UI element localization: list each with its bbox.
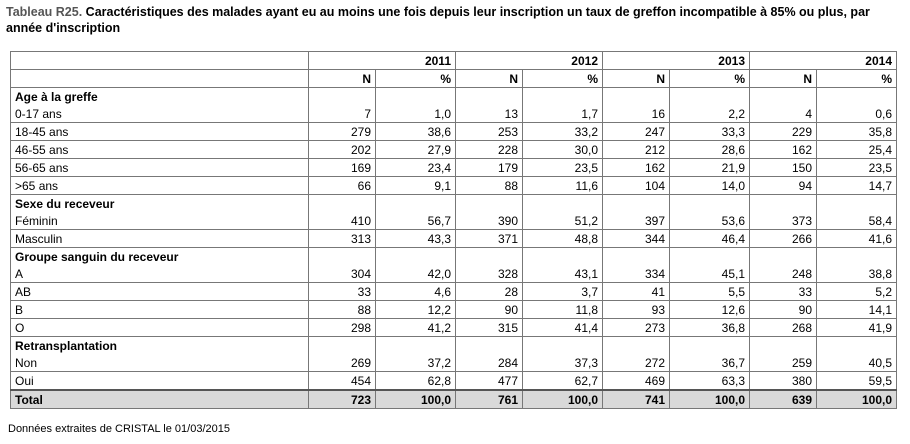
row-label: Féminin (11, 212, 309, 230)
count-cell: 94 (750, 177, 817, 195)
col-n-header: N (309, 70, 376, 88)
total-label: Total (11, 390, 309, 409)
col-n-header: N (603, 70, 670, 88)
row-label: >65 ans (11, 177, 309, 195)
empty-cell (523, 337, 603, 355)
empty-cell (817, 248, 897, 266)
percent-cell: 30,0 (523, 141, 603, 159)
count-cell: 373 (750, 212, 817, 230)
row-label: 0-17 ans (11, 105, 309, 123)
count-cell: 266 (750, 230, 817, 248)
percent-cell: 43,1 (523, 265, 603, 283)
col-pct-header: % (670, 70, 750, 88)
year-header: 2013 (603, 52, 750, 70)
percent-cell: 38,8 (817, 265, 897, 283)
count-cell: 259 (750, 354, 817, 372)
count-cell: 410 (309, 212, 376, 230)
percent-cell: 14,0 (670, 177, 750, 195)
count-cell: 269 (309, 354, 376, 372)
row-label: AB (11, 283, 309, 301)
count-cell: 454 (309, 372, 376, 391)
empty-cell (750, 88, 817, 106)
count-cell: 390 (456, 212, 523, 230)
table-title (6, 4, 902, 36)
table-number: Tableau R25. (6, 5, 83, 19)
empty-cell (376, 337, 456, 355)
percent-cell: 38,6 (376, 123, 456, 141)
count-cell: 212 (603, 141, 670, 159)
percent-cell: 41,2 (376, 319, 456, 337)
col-n-header: N (750, 70, 817, 88)
year-header-row (11, 52, 897, 70)
count-cell: 90 (750, 301, 817, 319)
empty-cell (456, 195, 523, 213)
empty-cell (309, 88, 376, 106)
total-row (11, 390, 897, 409)
row-label: A (11, 265, 309, 283)
section-heading-row (11, 195, 897, 213)
percent-cell: 33,2 (523, 123, 603, 141)
percent-cell: 43,3 (376, 230, 456, 248)
percent-cell: 36,8 (670, 319, 750, 337)
col-pct-header: % (376, 70, 456, 88)
percent-cell: 35,8 (817, 123, 897, 141)
empty-cell (523, 195, 603, 213)
table-row (11, 212, 897, 230)
percent-cell: 23,5 (523, 159, 603, 177)
percent-cell: 14,7 (817, 177, 897, 195)
header-blank (11, 52, 309, 70)
row-label: Non (11, 354, 309, 372)
count-cell: 16 (603, 105, 670, 123)
year-header: 2014 (750, 52, 897, 70)
percent-cell: 12,2 (376, 301, 456, 319)
percent-cell: 45,1 (670, 265, 750, 283)
total-percent-cell: 100,0 (670, 390, 750, 409)
section-heading: Groupe sanguin du receveur (11, 248, 309, 266)
percent-cell: 1,0 (376, 105, 456, 123)
empty-cell (817, 337, 897, 355)
count-cell: 380 (750, 372, 817, 391)
percent-cell: 0,6 (817, 105, 897, 123)
section-heading: Age à la greffe (11, 88, 309, 106)
empty-cell (309, 195, 376, 213)
empty-cell (523, 88, 603, 106)
percent-cell: 33,3 (670, 123, 750, 141)
count-cell: 328 (456, 265, 523, 283)
percent-cell: 53,6 (670, 212, 750, 230)
total-count-cell: 723 (309, 390, 376, 409)
percent-cell: 28,6 (670, 141, 750, 159)
percent-cell: 3,7 (523, 283, 603, 301)
percent-cell: 23,4 (376, 159, 456, 177)
count-cell: 477 (456, 372, 523, 391)
count-cell: 162 (603, 159, 670, 177)
empty-cell (750, 248, 817, 266)
count-cell: 28 (456, 283, 523, 301)
col-n-header: N (456, 70, 523, 88)
table-row (11, 301, 897, 319)
empty-cell (603, 195, 670, 213)
percent-cell: 11,6 (523, 177, 603, 195)
count-cell: 248 (750, 265, 817, 283)
count-cell: 284 (456, 354, 523, 372)
percent-cell: 2,2 (670, 105, 750, 123)
empty-cell (376, 248, 456, 266)
count-cell: 41 (603, 283, 670, 301)
count-cell: 229 (750, 123, 817, 141)
total-percent-cell: 100,0 (523, 390, 603, 409)
count-cell: 93 (603, 301, 670, 319)
empty-cell (523, 248, 603, 266)
percent-cell: 40,5 (817, 354, 897, 372)
count-cell: 344 (603, 230, 670, 248)
percent-cell: 36,7 (670, 354, 750, 372)
empty-cell (309, 248, 376, 266)
empty-cell (376, 195, 456, 213)
col-pct-header: % (817, 70, 897, 88)
percent-cell: 11,8 (523, 301, 603, 319)
count-cell: 33 (750, 283, 817, 301)
empty-cell (603, 337, 670, 355)
percent-cell: 5,2 (817, 283, 897, 301)
percent-cell: 51,2 (523, 212, 603, 230)
percent-cell: 27,9 (376, 141, 456, 159)
count-cell: 150 (750, 159, 817, 177)
percent-cell: 12,6 (670, 301, 750, 319)
percent-cell: 41,6 (817, 230, 897, 248)
count-cell: 7 (309, 105, 376, 123)
row-label: 56-65 ans (11, 159, 309, 177)
table-row (11, 141, 897, 159)
row-label: B (11, 301, 309, 319)
percent-cell: 23,5 (817, 159, 897, 177)
table-row (11, 354, 897, 372)
count-cell: 298 (309, 319, 376, 337)
table-row (11, 319, 897, 337)
percent-cell: 63,3 (670, 372, 750, 391)
empty-cell (670, 195, 750, 213)
empty-cell (456, 337, 523, 355)
percent-cell: 42,0 (376, 265, 456, 283)
total-percent-cell: 100,0 (376, 390, 456, 409)
count-cell: 313 (309, 230, 376, 248)
count-cell: 228 (456, 141, 523, 159)
count-cell: 90 (456, 301, 523, 319)
percent-cell: 25,4 (817, 141, 897, 159)
count-cell: 88 (456, 177, 523, 195)
section-heading: Retransplantation (11, 337, 309, 355)
count-cell: 104 (603, 177, 670, 195)
table-row (11, 159, 897, 177)
count-cell: 202 (309, 141, 376, 159)
empty-cell (603, 88, 670, 106)
percent-cell: 37,3 (523, 354, 603, 372)
total-count-cell: 761 (456, 390, 523, 409)
section-heading-row (11, 248, 897, 266)
percent-cell: 56,7 (376, 212, 456, 230)
data-table (10, 51, 897, 409)
count-cell: 169 (309, 159, 376, 177)
count-cell: 304 (309, 265, 376, 283)
percent-cell: 1,7 (523, 105, 603, 123)
percent-cell: 62,7 (523, 372, 603, 391)
percent-cell: 21,9 (670, 159, 750, 177)
empty-cell (817, 88, 897, 106)
percent-cell: 9,1 (376, 177, 456, 195)
empty-cell (603, 248, 670, 266)
percent-cell: 5,5 (670, 283, 750, 301)
col-pct-header: % (523, 70, 603, 88)
table-row (11, 123, 897, 141)
empty-cell (670, 88, 750, 106)
year-header: 2011 (309, 52, 456, 70)
empty-cell (670, 248, 750, 266)
count-cell: 397 (603, 212, 670, 230)
section-heading-row (11, 337, 897, 355)
count-cell: 162 (750, 141, 817, 159)
row-label: O (11, 319, 309, 337)
count-cell: 13 (456, 105, 523, 123)
row-label: 18-45 ans (11, 123, 309, 141)
empty-cell (309, 337, 376, 355)
table-row (11, 105, 897, 123)
count-cell: 66 (309, 177, 376, 195)
total-percent-cell: 100,0 (817, 390, 897, 409)
empty-cell (456, 248, 523, 266)
count-cell: 315 (456, 319, 523, 337)
count-cell: 268 (750, 319, 817, 337)
empty-cell (456, 88, 523, 106)
count-cell: 279 (309, 123, 376, 141)
section-heading: Sexe du receveur (11, 195, 309, 213)
row-label: Oui (11, 372, 309, 391)
percent-cell: 4,6 (376, 283, 456, 301)
percent-cell: 48,8 (523, 230, 603, 248)
count-cell: 272 (603, 354, 670, 372)
count-cell: 469 (603, 372, 670, 391)
row-label: Masculin (11, 230, 309, 248)
count-cell: 247 (603, 123, 670, 141)
table-row (11, 372, 897, 391)
percent-cell: 46,4 (670, 230, 750, 248)
percent-cell: 58,4 (817, 212, 897, 230)
empty-cell (376, 88, 456, 106)
count-cell: 88 (309, 301, 376, 319)
empty-cell (670, 337, 750, 355)
count-cell: 179 (456, 159, 523, 177)
count-cell: 33 (309, 283, 376, 301)
percent-cell: 41,9 (817, 319, 897, 337)
count-cell: 4 (750, 105, 817, 123)
count-cell: 273 (603, 319, 670, 337)
percent-cell: 14,1 (817, 301, 897, 319)
source-note: Données extraites de CRISTAL le 01/03/2015 (8, 423, 230, 435)
percent-cell: 41,4 (523, 319, 603, 337)
count-cell: 253 (456, 123, 523, 141)
header-blank (11, 70, 309, 88)
percent-cell: 59,5 (817, 372, 897, 391)
empty-cell (750, 195, 817, 213)
column-header-row (11, 70, 897, 88)
total-count-cell: 741 (603, 390, 670, 409)
table-row (11, 177, 897, 195)
percent-cell: 62,8 (376, 372, 456, 391)
table-row (11, 265, 897, 283)
table-caption: Caractéristiques des malades ayant eu au moins une fois depuis leur inscription un taux de greffon incompatible à 85% ou plus, par année d'inscription (6, 5, 870, 35)
count-cell: 371 (456, 230, 523, 248)
count-cell: 334 (603, 265, 670, 283)
section-heading-row (11, 88, 897, 106)
year-header: 2012 (456, 52, 603, 70)
table-row (11, 283, 897, 301)
row-label: 46-55 ans (11, 141, 309, 159)
table-row (11, 230, 897, 248)
total-count-cell: 639 (750, 390, 817, 409)
empty-cell (750, 337, 817, 355)
empty-cell (817, 195, 897, 213)
percent-cell: 37,2 (376, 354, 456, 372)
